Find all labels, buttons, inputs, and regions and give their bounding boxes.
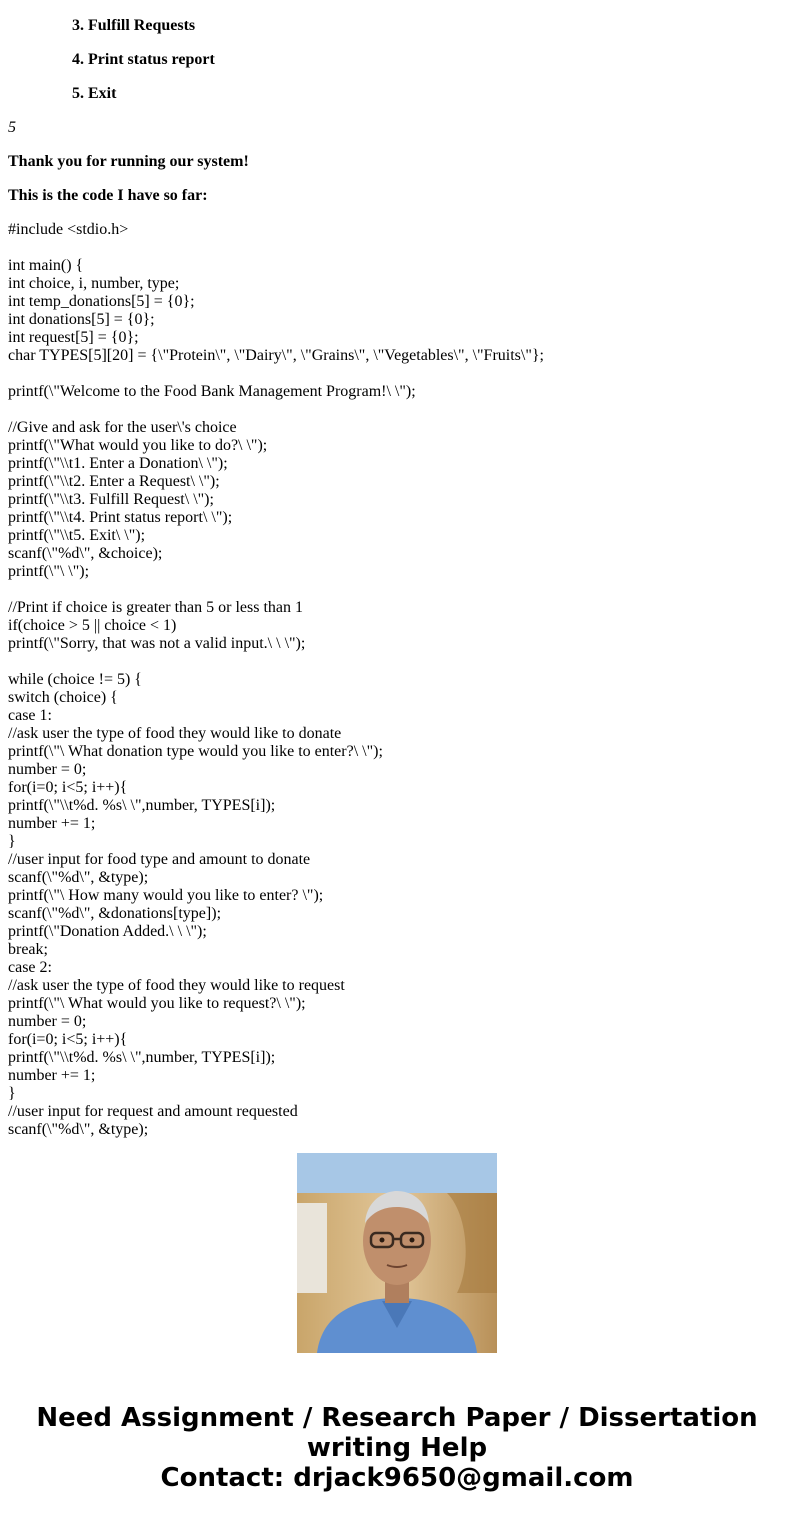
code-line: //user input for food type and amount to donate	[8, 851, 311, 868]
code-line: scanf(\"%d\", &choice);	[8, 545, 163, 562]
code-line	[8, 239, 544, 257]
code-line: printf(\"Welcome to the Food Bank Management Program!\ \");	[8, 383, 416, 400]
code-line: //user input for request and amount requested	[8, 1103, 298, 1120]
code-line: }	[8, 833, 16, 850]
menu-option-exit: 5. Exit	[72, 85, 117, 102]
code-line: printf(\"\ \");	[8, 563, 90, 580]
code-line: number += 1;	[8, 815, 96, 832]
promo-line-2: writing Help	[306, 1433, 488, 1463]
code-line: while (choice != 5) {	[8, 671, 142, 688]
code-line: int main() {	[8, 257, 84, 274]
code-line: //Print if choice is greater than 5 or less than 1	[8, 599, 304, 616]
menu-option-print-status: 4. Print status report	[72, 51, 215, 68]
code-line: number += 1;	[8, 1067, 96, 1084]
code-line: if(choice > 5 || choice < 1)	[8, 617, 177, 634]
code-line: break;	[8, 941, 48, 958]
code-line: printf(\"\\t5. Exit\ \");	[8, 527, 146, 544]
promo-banner	[0, 1403, 794, 1493]
code-line: int donations[5] = {0};	[8, 311, 155, 328]
code-line: printf(\"\\t2. Enter a Request\ \");	[8, 473, 220, 490]
code-line: }	[8, 1085, 16, 1102]
code-line: scanf(\"%d\", &type);	[8, 1121, 149, 1138]
code-line: printf(\"\ What donation type would you like to enter?\ \");	[8, 743, 383, 760]
thank-you-message: Thank you for running our system!	[8, 153, 249, 170]
code-line: switch (choice) {	[8, 689, 118, 706]
code-line: printf(\"What would you like to do?\ \");	[8, 437, 268, 454]
code-line: scanf(\"%d\", &donations[type]);	[8, 905, 222, 922]
code-line: int request[5] = {0};	[8, 329, 139, 346]
code-line: printf(\"\\t%d. %s\ \",number, TYPES[i]);	[8, 797, 276, 814]
code-listing	[8, 221, 544, 1139]
code-line: printf(\"Sorry, that was not a valid input.\ \ \");	[8, 635, 306, 652]
code-line: case 1:	[8, 707, 52, 724]
author-avatar	[297, 1153, 497, 1353]
promo-line-1: Need Assignment / Research Paper / Dissertation	[36, 1403, 758, 1433]
code-line: //ask user the type of food they would like to request	[8, 977, 345, 994]
code-line: printf(\"\ How many would you like to enter? \");	[8, 887, 324, 904]
code-line: for(i=0; i<5; i++){	[8, 779, 128, 796]
menu-option-fulfill: 3. Fulfill Requests	[72, 17, 196, 34]
code-line: //Give and ask for the user\'s choice	[8, 419, 237, 436]
code-line: char TYPES[5][20] = {\"Protein\", \"Dairy\", \"Grains\", \"Vegetables\", \"Fruits\"};	[8, 347, 544, 364]
code-line: #include <stdio.h>	[8, 221, 129, 238]
code-line: printf(\"Donation Added.\ \ \");	[8, 923, 207, 940]
code-line: //ask user the type of food they would like to donate	[8, 725, 342, 742]
code-line	[8, 365, 544, 383]
code-line: printf(\"\\t3. Fulfill Request\ \");	[8, 491, 214, 508]
user-input-value: 5	[8, 119, 16, 136]
code-line: number = 0;	[8, 761, 87, 778]
code-line: int temp_donations[5] = {0};	[8, 293, 195, 310]
code-line: int choice, i, number, type;	[8, 275, 180, 292]
code-line	[8, 653, 544, 671]
code-line: printf(\"\\t1. Enter a Donation\ \");	[8, 455, 228, 472]
person-portrait-icon	[297, 1153, 497, 1353]
code-line: for(i=0; i<5; i++){	[8, 1031, 128, 1048]
code-line: printf(\"\\t%d. %s\ \",number, TYPES[i]);	[8, 1049, 276, 1066]
code-line: number = 0;	[8, 1013, 87, 1030]
code-line: printf(\"\ What would you like to request?\ \");	[8, 995, 306, 1012]
code-line	[8, 401, 544, 419]
code-line	[8, 581, 544, 599]
intro-text: This is the code I have so far:	[8, 187, 208, 204]
code-line: case 2:	[8, 959, 52, 976]
promo-line-3: Contact: drjack9650@gmail.com	[160, 1463, 634, 1493]
code-line: printf(\"\\t4. Print status report\ \");	[8, 509, 233, 526]
code-line: scanf(\"%d\", &type);	[8, 869, 149, 886]
